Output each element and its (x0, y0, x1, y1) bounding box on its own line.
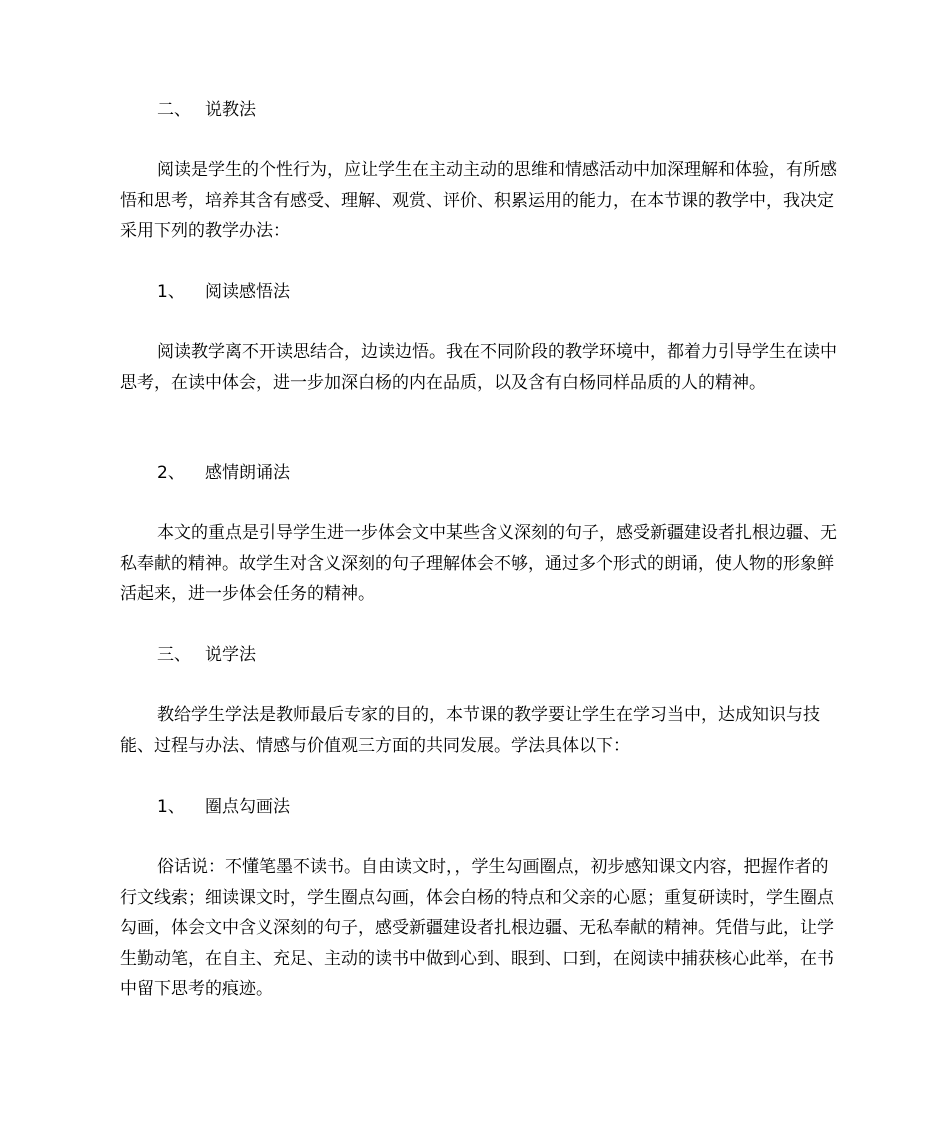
paragraph-teaching-intro: 阅读是学生的个性行为，应让学生在主动主动的思维和情感活动中加深理解和体验，有所感悟和思考，培养其含有感受、理解、观赏、评价、积累运用的能力，在本节课的教学中，我决定采用下列的教学办法： (120, 160, 837, 241)
paragraph-annotation-method: 俗话说：不懂笔墨不读书。自由读文时，，学生勾画圈点，初步感知课文内容，把握作者的行文线索；细读课文时，学生圈点勾画，体会白杨的特点和父亲的心愿；重复研读时，学生圈点勾画，体会文中含义深刻的句子，感受新疆建设者扎根边疆、无私奉献的精神。凭借与此，让学生勤动笔，在自主、充足、主动的读书中做到心到、眼到、口到，在阅读中捕获核心此举，在书中留下思考的痕迹。 (120, 857, 834, 999)
subheading-reading-comprehension (157, 280, 290, 304)
paragraph-reading-comprehension: 阅读教学离不开读思结合，边读边悟。我在不同阶段的教学环境中，都着力引导学生在读中思考，在读中体会，进一步加深白杨的内在品质，以及含有白杨同样品质的人的精神。 (120, 342, 837, 393)
heading-number: 1、 (157, 282, 185, 302)
section-heading-teaching-method (157, 98, 256, 122)
heading-number: 二、 (157, 100, 191, 120)
heading-number: 2、 (157, 463, 185, 483)
section-heading-learning-method (157, 643, 256, 667)
heading-title: 圈点勾画法 (205, 797, 290, 817)
heading-number: 三、 (157, 645, 191, 665)
heading-number: 1、 (157, 797, 185, 817)
heading-title: 感情朗诵法 (205, 463, 290, 483)
heading-title: 阅读感悟法 (205, 282, 290, 302)
subheading-emotional-recitation (157, 461, 290, 485)
paragraph-learning-intro: 教给学生学法是教师最后专家的目的，本节课的教学要让学生在学习当中，达成知识与技能、过程与办法、情感与价值观三方面的共同发展。学法具体以下： (120, 705, 820, 756)
subheading-annotation-method (157, 795, 290, 819)
paragraph-emotional-recitation: 本文的重点是引导学生进一步体会文中某些含义深刻的句子，感受新疆建设者扎根边疆、无私奉献的精神。故学生对含义深刻的句子理解体会不够，通过多个形式的朗诵，使人物的形象鲜活起来，进一步体会任务的精神。 (120, 523, 837, 604)
heading-title: 说学法 (205, 645, 256, 665)
heading-title: 说教法 (205, 100, 256, 120)
